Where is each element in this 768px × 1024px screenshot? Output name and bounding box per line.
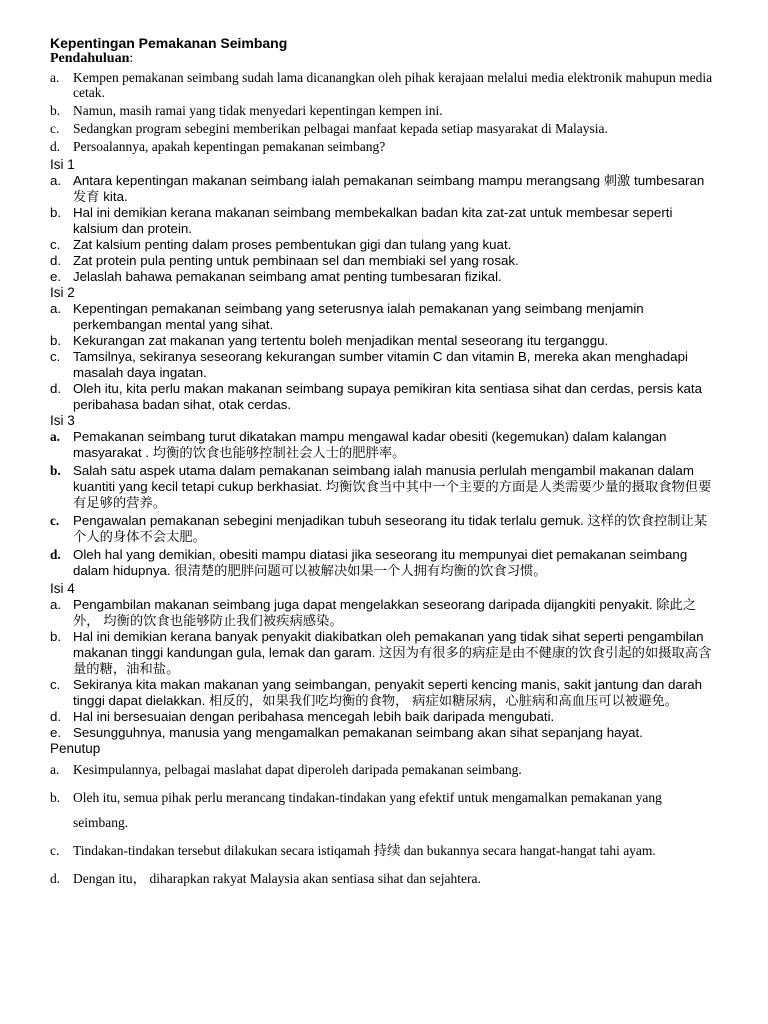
list-item — [50, 173, 720, 205]
list-item — [50, 709, 720, 725]
list-isi-1 — [50, 173, 720, 285]
list-item — [50, 463, 720, 511]
list-item — [50, 757, 720, 782]
list-item — [50, 103, 720, 118]
item-marker: b. — [50, 333, 62, 348]
item-marker: d. — [50, 381, 62, 396]
section-heading-isi-1: Isi 1 — [50, 157, 75, 172]
item-text: Pemakanan seimbang turut dikatakan mampu mengawal kadar obesiti (kegemukan) dalam kalangan masyarakat . 均衡的饮食也能够控制社会人士的肥胖率。 — [73, 429, 667, 460]
list-item — [50, 70, 720, 100]
item-text: Oleh itu, semua pihak perlu merancang tindakan-tindakan yang efektif untuk mengamalkan pemakanan yang seimbang. — [73, 790, 662, 830]
list-item — [50, 785, 720, 835]
item-text: Namun, masih ramai yang tidak menyedari kepentingan kempen ini. — [73, 103, 443, 118]
list-item — [50, 205, 720, 237]
list-isi-3 — [50, 429, 720, 579]
item-marker: e. — [50, 725, 62, 740]
item-marker: a. — [50, 597, 62, 612]
item-text: Antara kepentingan makanan seimbang ialah pemakanan seimbang mampu merangsang 刺激 tumbesaran 发育 kita. — [73, 173, 705, 204]
list-penutup — [50, 757, 720, 891]
item-text: Sedangkan program sebegini memberikan pelbagai manfaat kepada setiap masyarakat di Malaysia. — [73, 121, 608, 136]
item-marker: a. — [50, 70, 60, 85]
item-marker: c. — [50, 237, 61, 252]
document-title: Kepentingan Pemakanan Seimbang — [50, 35, 288, 51]
section-heading-pendahuluan — [50, 51, 720, 67]
item-marker: d. — [50, 139, 61, 154]
item-text: Tamsilnya, sekiranya seseorang kekurangan sumber vitamin C dan vitamin B, mereka akan menghadapi masalah daya ingatan. — [73, 349, 688, 380]
list-item — [50, 629, 720, 677]
item-text: Kekurangan zat makanan yang tertentu boleh menjadikan mental seseorang itu terganggu. — [73, 333, 609, 348]
section-heading-penutup: Penutup — [50, 741, 101, 756]
item-marker: b. — [50, 103, 61, 118]
list-item — [50, 725, 720, 741]
list-item — [50, 139, 720, 154]
item-text: Zat kalsium penting dalam proses pembentukan gigi dan tulang yang kuat. — [73, 237, 512, 252]
list-isi-4 — [50, 597, 720, 741]
item-text: Jelaslah bahawa pemakanan seimbang amat penting tumbesaran fizikal. — [73, 269, 502, 284]
item-marker: a. — [50, 762, 60, 777]
item-text: Tindakan-tindakan tersebut dilakukan secara istiqamah 持续 dan bukannya secara hangat-hangat tahi ayam. — [73, 843, 656, 858]
item-marker: c. — [50, 677, 61, 692]
list-item — [50, 121, 720, 136]
item-marker: c. — [50, 121, 60, 136]
list-item — [50, 597, 720, 629]
item-text: Pengawalan pemakanan sebegini menjadikan tubuh seseorang itu tidak terlalu gemuk. 这样的饮食控制让某个人的身体不会太肥。 — [73, 513, 708, 544]
item-text: Zat protein pula penting untuk pembinaan sel dan membiaki sel yang rosak. — [73, 253, 519, 268]
item-marker: b. — [50, 463, 61, 478]
item-marker: e. — [50, 269, 62, 284]
item-text: Oleh itu, kita perlu makan makanan seimbang supaya pemikiran kita sentiasa sihat dan cerdas, persis kata peribahasa badan sihat, otak cerdas. — [73, 381, 702, 412]
item-text: Kesimpulannya, pelbagai maslahat dapat diperoleh daripada pemakanan seimbang. — [73, 762, 522, 777]
list-item — [50, 333, 720, 349]
item-text: Kempen pemakanan seimbang sudah lama dicanangkan oleh pihak kerajaan melalui media elektronik mahupun media cetak. — [73, 70, 713, 100]
item-marker: d. — [50, 871, 61, 886]
pendahuluan-heading-colon: : — [129, 51, 134, 66]
list-item — [50, 381, 720, 413]
item-marker: c. — [50, 513, 60, 528]
item-marker: c. — [50, 349, 61, 364]
list-item — [50, 547, 720, 579]
section-heading-isi-4: Isi 4 — [50, 581, 75, 596]
section-heading-isi-3: Isi 3 — [50, 413, 75, 428]
list-item — [50, 253, 720, 269]
item-marker: d. — [50, 709, 62, 724]
item-text: Hal ini bersesuaian dengan peribahasa mencegah lebih baik daripada mengubati. — [73, 709, 555, 724]
document — [50, 35, 720, 894]
item-text: Hal ini demikian kerana banyak penyakit diakibatkan oleh pemakanan yang tidak sihat seperti pengambilan makanan tinggi kandungan gula, lemak dan garam. 这因为有很多的病症是由不健康的饮食引起的如摄取高含量的糖，油和盐。 — [73, 629, 712, 676]
item-text: Kepentingan pemakanan seimbang yang seterusnya ialah pemakanan yang seimbang menjamin perkembangan mental yang sihat. — [73, 301, 644, 332]
list-item — [50, 301, 720, 333]
list-item — [50, 838, 720, 863]
item-marker: d. — [50, 253, 62, 268]
item-marker: b. — [50, 629, 62, 644]
list-item — [50, 429, 720, 461]
pendahuluan-heading-text: Pendahuluan — [50, 51, 130, 66]
item-text: Hal ini demikian kerana makanan seimbang membekalkan badan kita zat-zat untuk membesar seperti kalsium dan protein. — [73, 205, 673, 236]
item-marker: a. — [50, 301, 62, 316]
item-text: Sekiranya kita makan makanan yang seimbangan, penyakit seperti kencing manis, sakit jantung dan darah tinggi dapat dielakkan. 相反的，如果我们吃均衡的食物， 病症如糖尿病，心脏病和高血压可以被避免。 — [73, 677, 703, 708]
item-marker: b. — [50, 790, 61, 805]
list-item — [50, 269, 720, 285]
item-text: Persoalannya, apakah kepentingan pemakanan seimbang? — [73, 139, 386, 154]
item-text: Oleh hal yang demikian, obesiti mampu diatasi jika seseorang itu mempunyai diet pemakanan seimbang dalam hidupnya. 很清楚的肥胖问题可以被解决如果一个人拥有均衡的饮食习惯。 — [73, 547, 688, 578]
section-heading-isi-2: Isi 2 — [50, 285, 75, 300]
list-pendahuluan — [50, 70, 720, 154]
item-marker: d. — [50, 547, 61, 562]
item-text: Dengan itu， diharapkan rakyat Malaysia akan sentiasa sihat dan sejahtera. — [73, 871, 481, 886]
list-item — [50, 677, 720, 709]
item-marker: a. — [50, 173, 62, 188]
list-item — [50, 237, 720, 253]
list-item — [50, 513, 720, 545]
item-marker: c. — [50, 843, 60, 858]
list-item — [50, 866, 720, 891]
list-isi-2 — [50, 301, 720, 413]
item-text: Sesungguhnya, manusia yang mengamalkan pemakanan seimbang akan sihat sepanjang hayat. — [73, 725, 643, 740]
item-text: Pengambilan makanan seimbang juga dapat mengelakkan seseorang daripada dijangkiti penyakit. 除此之外， 均衡的饮食也能够防止我们被疾病感染。 — [73, 597, 697, 628]
item-marker: b. — [50, 205, 62, 220]
item-text: Salah satu aspek utama dalam pemakanan seimbang ialah manusia perlulah mengambil makanan dalam kuantiti yang kecil tetapi cukup berkhasiat. 均衡饮食当中其中一个主要的方面是人类需要少量的摄取食物但要有足够的营养。 — [73, 463, 712, 510]
item-marker: a. — [50, 429, 60, 444]
list-item — [50, 349, 720, 381]
